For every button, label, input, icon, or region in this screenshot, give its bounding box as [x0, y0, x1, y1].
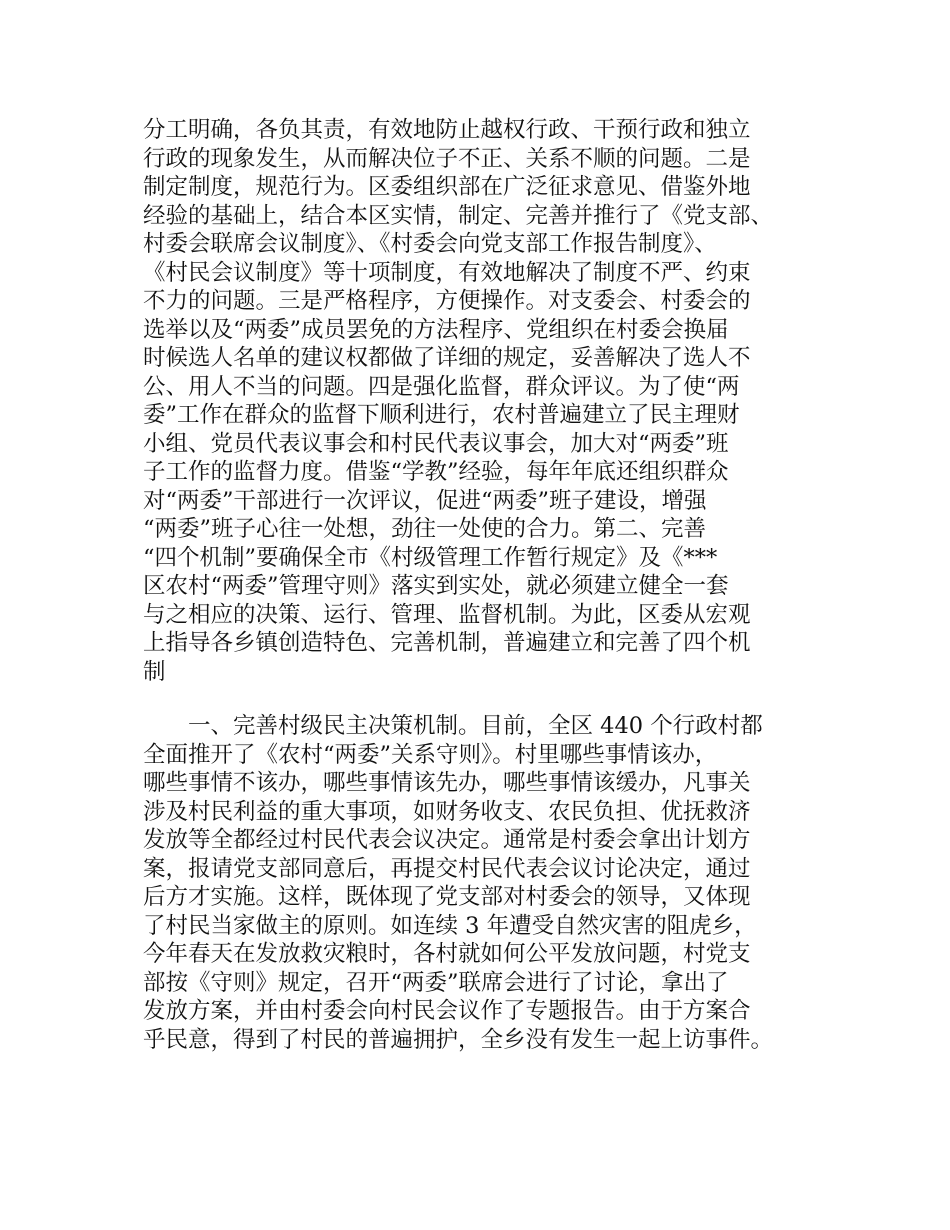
text-line: 行政的现象发生，从而解决位子不正、关系不顺的问题。二是	[143, 145, 751, 172]
text-line: 制定制度，规范行为。区委组织部在广泛征求意见、借鉴外地	[143, 174, 751, 200]
text-line: 了村民当家做主的原则。如连续 3 年遭受自然灾害的阻虎乡，	[143, 912, 757, 939]
text-line: 时候选人名单的建议权都做了详细的规定，妥善解决了选人不	[143, 345, 751, 371]
text-line: 涉及村民利益的重大事项，如财务收支、农民负担、优抚救济	[143, 798, 751, 825]
text-line: 案，报请党支部同意后，再提交村民代表会议讨论决定，通过	[143, 855, 751, 882]
text-line: 一、完善村级民主决策机制。目前，全区 440 个行政村都	[143, 713, 763, 739]
text-line: 分工明确，各负其责，有效地防止越权行政、干预行政和独立	[143, 117, 751, 143]
text-line: “四个机制”要确保全市《村级管理工作暂行规定》及《***	[143, 544, 718, 571]
text-line: 哪些事情不该办，哪些事情该先办，哪些事情该缓办，凡事关	[143, 770, 751, 796]
text-line: “两委”班子心往一处想，劲往一处使的合力。第二、完善	[143, 516, 707, 542]
text-line: 部按《守则》规定，召开“两委”联席会进行了讨论，拿出了	[143, 969, 729, 996]
text-line: 上指导各乡镇创造特色、完善机制，普遍建立和完善了四个机	[143, 630, 751, 656]
text-line: 后方才实施。这样，既体现了党支部对村委会的领导，又体现	[143, 884, 751, 910]
text-line: 经验的基础上，结合本区实情，制定、完善并推行了《党支部、	[143, 202, 774, 229]
text-line: 子工作的监督力度。借鉴“学教”经验，每年年底还组织群众	[143, 459, 729, 485]
text-line: 委”工作在群众的监督下顺利进行，农村普遍建立了民主理财	[143, 402, 740, 428]
text-line: 公、用人不当的问题。四是强化监督，群众评议。为了使“两	[143, 373, 740, 400]
paragraph-2	[143, 712, 833, 1054]
text-line: 制	[143, 658, 166, 685]
text-line: 与之相应的决策、运行、管理、监督机制。为此，区委从宏观	[143, 601, 751, 628]
text-line: 发放方案，并由村委会向村民会议作了专题报告。由于方案合	[143, 998, 751, 1024]
paragraph-1	[143, 116, 833, 686]
text-line: 今年春天在发放救灾粮时，各村就如何公平发放问题，村党支	[143, 941, 751, 967]
text-line: 乎民意，得到了村民的普遍拥护，全乡没有发生一起上访事件。	[143, 1026, 774, 1053]
text-line: 村委会联席会议制度》、《村委会向党支部工作报告制度》、	[143, 231, 717, 257]
text-line: 不力的问题。三是严格程序，方便操作。对支委会、村委会的	[143, 288, 751, 314]
text-line: 区农村“两委”管理守则》落实到实处，就必须建立健全一套	[143, 573, 729, 599]
text-line: 全面推开了《农村“两委”关系守则》。村里哪些事情该办，	[143, 741, 718, 768]
text-line: 选举以及“两委”成员罢免的方法程序、党组织在村委会换届	[143, 316, 729, 343]
text-line: 发放等全都经过村民代表会议决定。通常是村委会拿出计划方	[143, 827, 751, 853]
text-line: 小组、党员代表议事会和村民代表议事会，加大对“两委”班	[143, 430, 729, 457]
text-line: 对“两委”干部进行一次评议，促进“两委”班子建设，增强	[143, 487, 707, 514]
text-line: 《村民会议制度》等十项制度，有效地解决了制度不严、约束	[143, 259, 751, 286]
